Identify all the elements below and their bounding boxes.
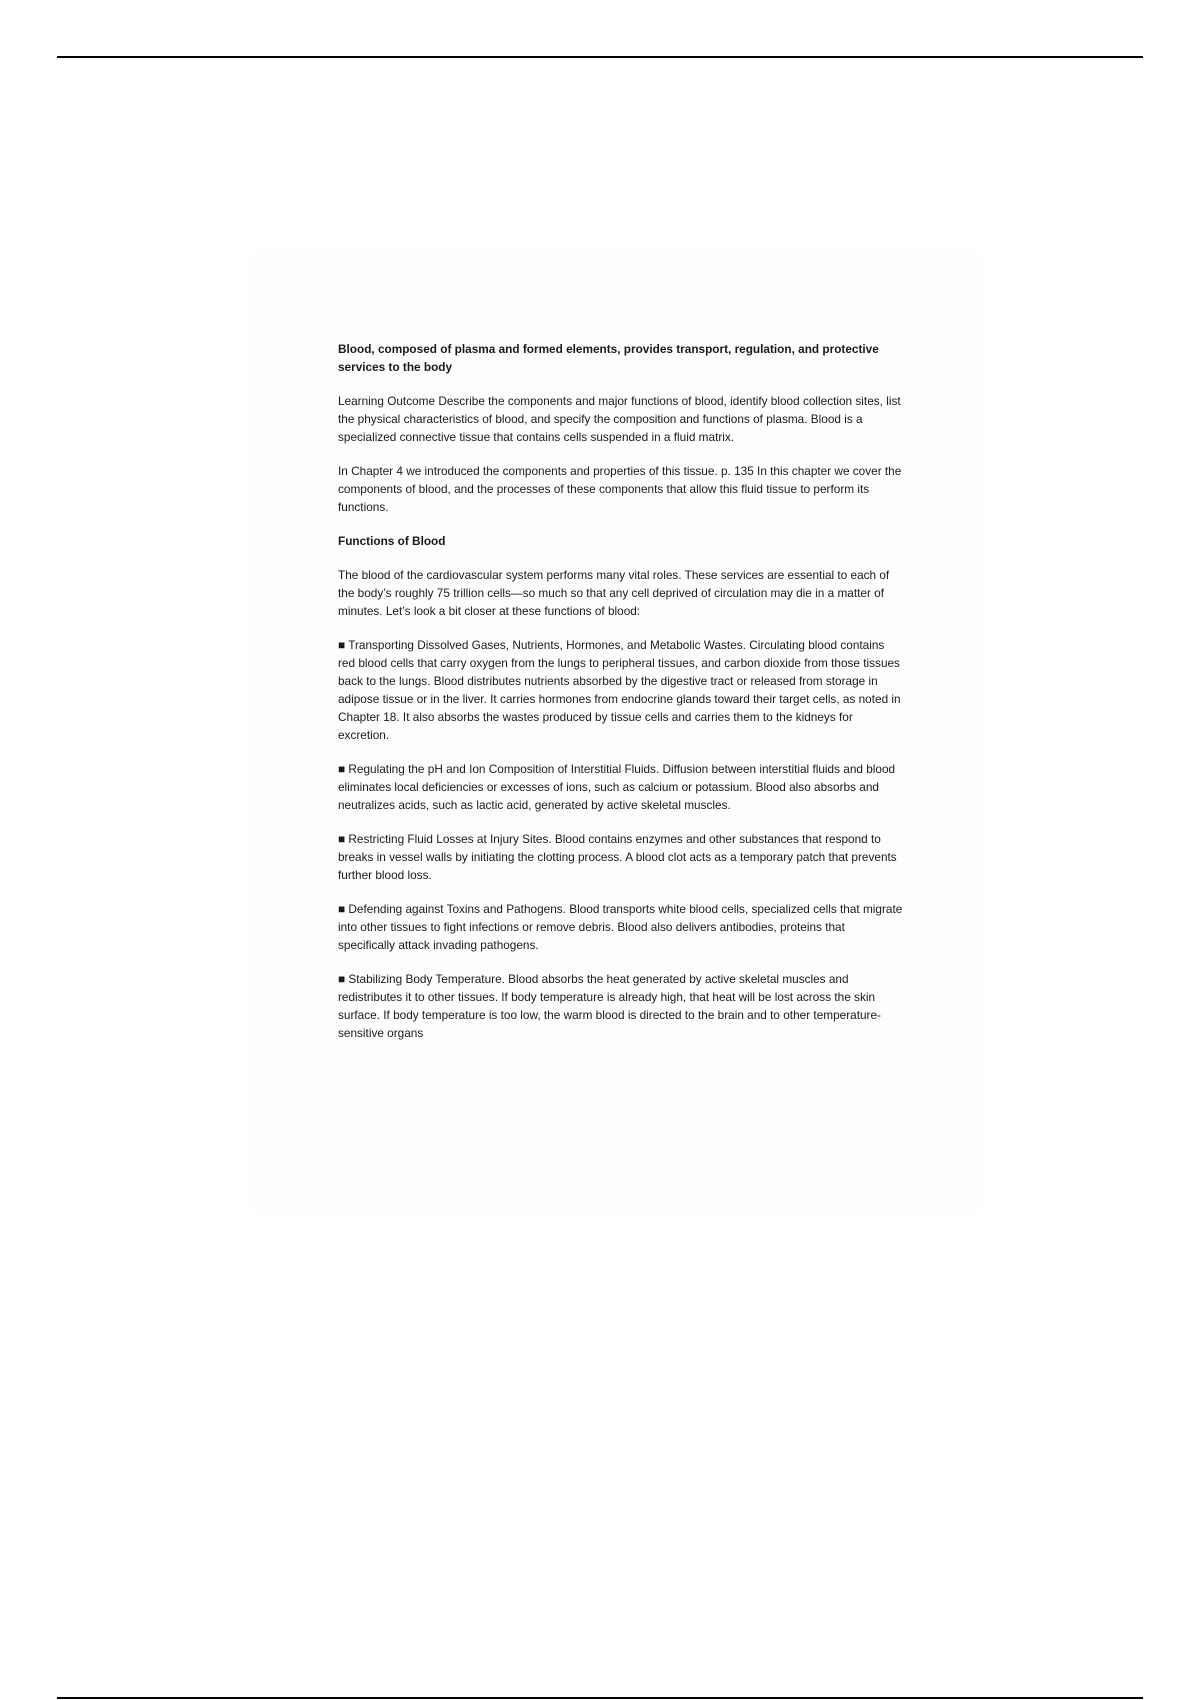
bullet-transport: ■ Transporting Dissolved Gases, Nutrients, Hormones, and Metabolic Wastes. Circulating blood contains red blood cells that carry oxygen from the lungs to peripheral tissues, and carbon dioxide from those tissues back to the lungs. Blood distributes nutrients absorbed by the digestive tract or released from storage in adipose tissue or in the liver. It carries hormones from endocrine glands toward their target cells, as noted in Chapter 18. It also absorbs the wastes produced by tissue cells and carries them to the kidneys for excretion. bbox=[338, 638, 901, 742]
bullet-stabilizing-temperature: ■ Stabilizing Body Temperature. Blood absorbs the heat generated by active skeletal muscles and redistributes it to other tissues. If body temperature is already high, that heat will be lost across the skin surface. If body temperature is too low, the warm blood is directed to the brain and to other temperature-sensitive organs bbox=[338, 972, 881, 1040]
bullet-restricting-fluid-loss: ■ Restricting Fluid Losses at Injury Sites. Blood contains enzymes and other substances that respond to breaks in vessel walls by initiating the clotting process. A blood clot acts as a temporary patch that prevents further blood loss. bbox=[338, 832, 897, 882]
paragraph-chapter-intro: In Chapter 4 we introduced the components and properties of this tissue. p. 135 In this chapter we cover the components of blood, and the processes of these components that allow this fluid tissue to perform its functions. bbox=[338, 464, 902, 514]
paragraph-learning-outcome: Learning Outcome Describe the components and major functions of blood, identify blood collection sites, list the physical characteristics of blood, and specify the composition and functions of plasma. Blood is a specialized connective tissue that contains cells suspended in a fluid matrix. bbox=[338, 394, 901, 444]
paragraph-functions-intro: The blood of the cardiovascular system performs many vital roles. These services are essential to each of the body’s roughly 75 trillion cells—so much so that any cell deprived of circulation may die in a matter of minutes. Let’s look a bit closer at these functions of blood: bbox=[338, 568, 890, 618]
section-heading: Functions of Blood bbox=[338, 534, 446, 548]
document-title: Blood, composed of plasma and formed elements, provides transport, regulation, and protective services to the body bbox=[338, 342, 879, 374]
document-content bbox=[338, 340, 904, 1058]
top-rule bbox=[57, 56, 1143, 58]
bullet-regulating-ph: ■ Regulating the pH and Ion Composition of Interstitial Fluids. Diffusion between interstitial fluids and blood eliminates local deficiencies or excesses of ions, such as calcium or potassium. Blood also absorbs and neutralizes acids, such as lactic acid, generated by active skeletal muscles. bbox=[338, 762, 896, 812]
bullet-defending-pathogens: ■ Defending against Toxins and Pathogens. Blood transports white blood cells, specialized cells that migrate into other tissues to fight infections or remove debris. Blood also delivers antibodies, proteins that specifically attack invading pathogens. bbox=[338, 902, 903, 952]
bottom-rule bbox=[57, 1697, 1143, 1699]
